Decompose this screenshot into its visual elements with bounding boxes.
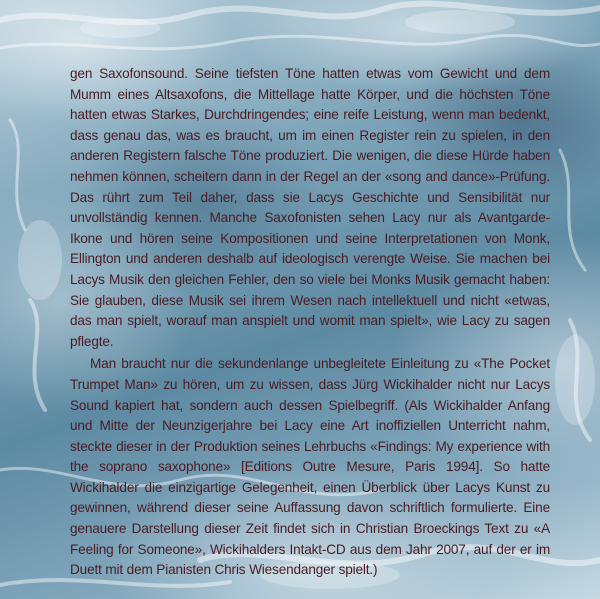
paragraph: gen Saxofonsound. Seine tiefsten Töne hatten etwas vom Gewicht und dem Mumm eines Altsaxofons, die Mittellage hatte Körper, und die höchsten Töne hatten etwas Starkes, Durchdringendes; eine reife Leistung, wenn man bedenkt, dass genau das, was es braucht, um im einen Register rein zu spielen, in den anderen Registern falsche Töne produziert. Die wenigen, die diese Hürde haben nehmen können, scheitern dann in der Regel an der «song and dance»-Prüfung. Das rührt zum Teil daher, dass sie Lacys Geschichte und Sensibilität nur unvollständig kennen. Manche Saxofonisten sehen Lacy nur als Avantgarde-Ikone und hören seine Kompositionen und seine Interpretationen von Monk, Ellington und anderen deshalb auf ideologisch verengte Weise. Sie machen bei Lacys Musik den gleichen Fehler, den so viele bei Monks Musik gemacht haben: Sie glauben, diese Musik sei ihrem Wesen nach intellektuell und nicht «etwas, das man spielt, worauf man anspielt und womit man spielt», wie Lacy zu sagen pflegte.	[70, 66, 550, 349]
body-text	[70, 64, 550, 581]
paragraph: Man braucht nur die sekundenlange unbegleitete Einleitung zu «The Pocket Trumpet Man» zu hören, um zu wissen, dass Jürg Wickihalder nicht nur Lacys Sound kapiert hat, sondern auch dessen Spielbegriff. (Als Wickihalder Anfang und Mitte der Neunzigerjahre bei Lacy eine Art inoffiziellen Unterricht nahm, steckte dieser in der Produktion seines Lehrbuchs «Findings: My experience with the soprano saxophone» [Editions Outre Mesure, Paris 1994]. So hatte Wickihalder die einzigartige Gelegenheit, einen Überblick über Lacys Kunst zu gewinnen, während dieser seine Auffassung davon schriftlich formulierte. Eine genauere Darstellung dieser Zeit findet sich in Christian Broeckings Text zu «A Feeling for Someone», Wickihalders Intakt-CD aus dem Jahr 2007, auf der er im Duett mit dem Pianisten Chris Wiesendanger spielt.)	[70, 356, 550, 578]
